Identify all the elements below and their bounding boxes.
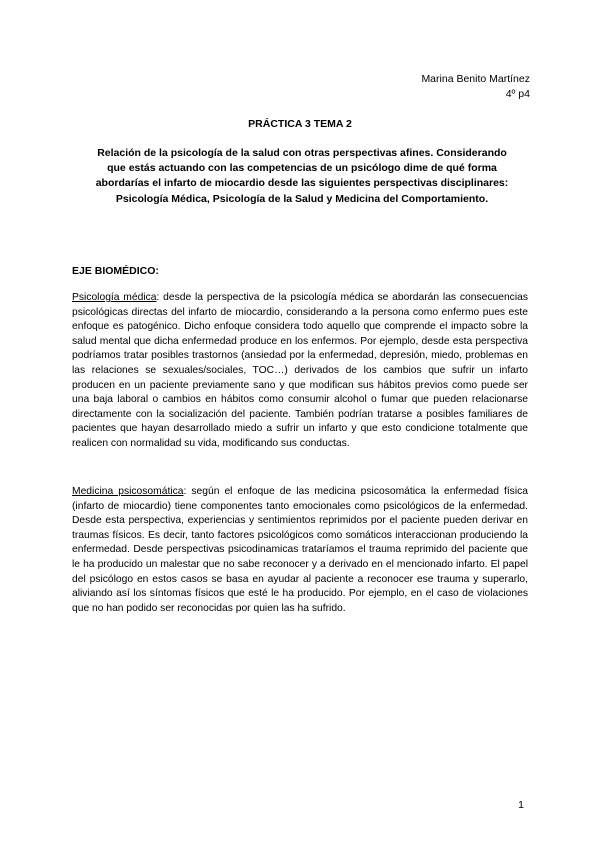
- paragraph-psicologia-medica: [72, 291, 528, 452]
- document-title: PRÁCTICA 3 TEMA 2: [248, 118, 352, 130]
- term-psicologia-medica: Psicología médica: [72, 292, 157, 303]
- section-title: EJE BIOMÉDICO:: [72, 265, 159, 277]
- paragraph-medicina-psicosomatica: [72, 485, 528, 616]
- group-label: 4º p4: [505, 88, 530, 100]
- term-medicina-psicosomatica: Medicina psicosomática: [72, 486, 184, 497]
- author-name: Marina Benito Martínez: [421, 73, 530, 85]
- paragraph-text: : según el enfoque de las medicina psicosomática la enfermedad física (infarto de miocardio) tiene componentes tanto emocionales como psicológicos de la enfermedad. Desde esta perspectiva, experiencias y sentimientos reprimidos por el paciente pueden derivar en traumas físicos. Es decir, tanto factores psicológicos como somáticos interaccionan produciendo la enfermedad. Desde perspectivas psicodinamicas trataríamos el trauma reprimido del paciente que le ha producido un malestar que no sabe reconocer y a derivado en el mencionado infarto. El papel del psicólogo en estos casos se basa en ayudar al paciente a reconocer ese trauma y superarlo, aliviando así los síntomas físicos que esté le ha producido. Por ejemplo, en el caso de violaciones que no han podido ser reconocidas por quien las ha sufrido.: [72, 486, 528, 614]
- assignment-heading: Relación de la psicología de la salud con otras perspectivas afines. Considerando que estás actuando con las competencias de un psicólogo dime de qué forma abordarías el infarto de miocardio desde las siguientes perspectivas disciplinares: Psicología Médica, Psicología de la Salud y Medicina del Comportamiento.: [95, 147, 509, 205]
- page-number: 1: [518, 799, 524, 811]
- paragraph-text: : desde la perspectiva de la psicología médica se abordarán las consecuencias psicológicas directas del infarto de miocardio, considerando a la persona como enfermo pues este enfoque es patogénico. Dicho enfoque considera todo aquello que comprende el impacto sobre la salud mental que dicha enfermedad produce en los enfermos. Por ejemplo, desde esta perspectiva podríamos tratar posibles trastornos (ansiedad por la enfermedad, depresión, miedo, problemas en las relaciones se sexuales/sociales, TOC…) derivados de los cambios que sufrir un infarto producen en un paciente previamente sano y que modifican sus hábitos previos como puede ser una baja laboral o cambios en hábitos como consumir alcohol o fumar que pueden relacionarse directamente con la socialización del paciente. También podrían tratarse a posibles familiares de pacientes que hayan desarrollado miedo a sufrir un infarto y que esto condicione totalmente que realicen con normalidad su vida, modificando sus conductas.: [72, 292, 528, 449]
- author-block: [421, 72, 530, 102]
